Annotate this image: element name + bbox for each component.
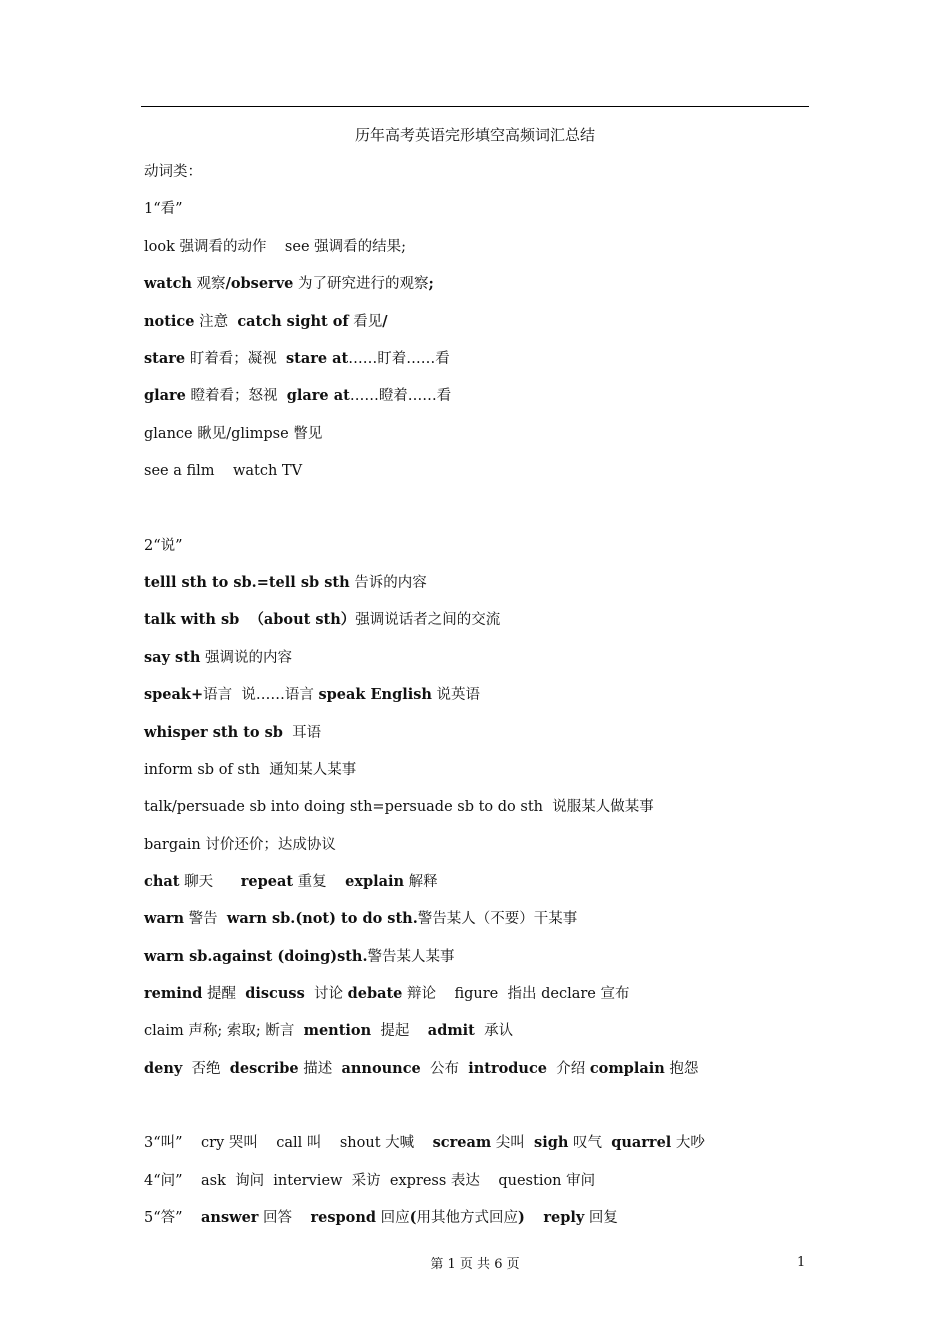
text-line	[144, 1021, 513, 1041]
bold-term: repeat	[240, 873, 294, 890]
text-line	[144, 1208, 618, 1228]
text-segment: see a film watch TV	[144, 463, 303, 479]
text-segment: 描述	[298, 1061, 342, 1077]
text-line	[144, 1133, 705, 1153]
bold-term: remind	[144, 985, 203, 1002]
text-segment: 叹气	[568, 1135, 612, 1151]
text-segment: 语言 说……语言	[203, 687, 319, 703]
text-segment: 提醒	[202, 986, 246, 1002]
text-line	[144, 984, 629, 1004]
bold-term: notice	[144, 313, 195, 330]
text-segment: 警告某人某事	[367, 949, 455, 965]
text-segment: claim 声称; 索取; 断言	[144, 1023, 304, 1039]
text-line	[144, 760, 356, 780]
text-segment: 承认	[474, 1023, 514, 1039]
bold-term: respond	[310, 1209, 377, 1226]
bold-term: say sth	[144, 649, 201, 666]
text-line	[144, 424, 322, 444]
header-rule	[141, 106, 809, 107]
text-segment: 为了研究进行的观察	[293, 276, 429, 292]
bold-term: scream	[432, 1134, 492, 1151]
text-segment: 强调说话者之间的交流	[355, 612, 501, 628]
bold-term: debate	[347, 985, 403, 1002]
text-segment: 动词类：	[144, 164, 202, 180]
bold-term: explain	[345, 873, 405, 890]
text-line	[144, 1171, 595, 1191]
text-line	[144, 723, 321, 743]
text-segment: 抱怨	[664, 1061, 699, 1077]
text-line	[144, 274, 434, 294]
text-segment: 注意	[194, 314, 238, 330]
text-line	[144, 648, 292, 668]
bold-term: deny	[144, 1060, 183, 1077]
text-segment: bargain 讨价还价；达成协议	[144, 837, 336, 853]
text-line	[144, 685, 480, 705]
bold-term: introduce	[468, 1060, 548, 1077]
page-footer: 第 1 页 共 6 页	[430, 1257, 520, 1272]
text-line	[144, 835, 336, 855]
text-segment: 解释	[404, 874, 438, 890]
bold-term: speak+	[144, 686, 204, 703]
text-segment: inform sb of sth 通知某人某事	[144, 762, 357, 778]
text-line	[144, 872, 438, 892]
bold-term: talk with sb （about sth）	[144, 611, 356, 628]
text-segment: 盯着看；凝视	[185, 351, 286, 367]
text-segment: 3“叫” cry 哭叫 call 叫 shout 大喊	[144, 1135, 433, 1151]
text-segment: 5“答”	[144, 1210, 201, 1226]
text-line	[144, 947, 455, 967]
text-segment: 回应	[376, 1210, 410, 1226]
bold-term: discuss	[245, 985, 305, 1002]
bold-term: admit	[427, 1022, 475, 1039]
text-segment: 1“看”	[144, 201, 183, 217]
text-segment: 回答	[258, 1210, 311, 1226]
text-line	[144, 312, 388, 332]
bold-term: watch	[144, 275, 192, 292]
text-line	[144, 199, 183, 219]
text-segment: 用其他方式回应	[416, 1210, 519, 1226]
bold-term: sigh	[534, 1134, 569, 1151]
text-segment: 大吵	[671, 1135, 705, 1151]
bold-term: complain	[589, 1060, 665, 1077]
bold-term: answer	[201, 1209, 259, 1226]
bold-term: announce	[341, 1060, 421, 1077]
text-segment: 辩论 figure 指出 declare 宣布	[402, 986, 630, 1002]
text-segment: glance 瞅见/glimpse 瞥见	[144, 426, 323, 442]
text-line	[144, 610, 500, 630]
text-segment: 警告	[184, 911, 227, 927]
bold-term: chat	[144, 873, 180, 890]
bold-term: reply	[543, 1209, 585, 1226]
bold-term: stare	[144, 350, 186, 367]
text-segment: 2“说”	[144, 538, 183, 554]
text-segment: ……盯着……看	[348, 351, 450, 367]
text-line	[144, 797, 654, 817]
text-segment	[525, 1210, 543, 1226]
text-segment: 4“问” ask 询问 interview 采访 express 表达 question 审问	[144, 1173, 596, 1189]
text-line	[144, 237, 406, 257]
text-segment: 提起	[371, 1023, 428, 1039]
text-line	[144, 1059, 698, 1079]
text-segment: ……瞪着……看	[349, 388, 452, 404]
text-segment: 讨论	[304, 986, 348, 1002]
text-segment: 回复	[584, 1210, 618, 1226]
text-segment: 警告某人（不要）干某事	[417, 911, 578, 927]
text-segment: 重复	[293, 874, 346, 890]
text-segment: 否绝	[182, 1061, 230, 1077]
text-segment: 瞪着看；怒视	[185, 388, 287, 404]
document-title: 历年高考英语完形填空高频词汇总结	[354, 126, 595, 144]
text-segment: 说英语	[431, 687, 481, 703]
text-line	[144, 162, 202, 182]
text-line	[144, 573, 427, 593]
bold-term: warn sb.(not) to do sth.	[226, 910, 418, 927]
text-line	[144, 386, 451, 406]
bold-term: catch sight of	[237, 313, 349, 330]
bold-term: ;	[428, 275, 434, 292]
bold-term: speak English	[318, 686, 432, 703]
bold-term: /	[382, 313, 388, 330]
text-segment: 观察	[191, 276, 226, 292]
text-line	[144, 909, 577, 929]
text-segment: 公布	[420, 1061, 469, 1077]
text-line	[144, 461, 302, 481]
text-segment: 耳语	[282, 725, 322, 741]
text-segment: 介绍	[547, 1061, 590, 1077]
bold-term: whisper sth to sb	[144, 724, 283, 741]
bold-term: stare at	[285, 350, 349, 367]
text-segment: talk/persuade sb into doing sth=persuade sb to do sth 说服某人做某事	[144, 799, 654, 815]
bold-term: glare at	[286, 387, 350, 404]
bold-term: warn	[144, 910, 185, 927]
text-segment: 强调说的内容	[200, 650, 293, 666]
bold-term: mention	[303, 1022, 372, 1039]
bold-term: glare	[144, 387, 186, 404]
text-line	[144, 536, 183, 556]
bold-term: /observe	[225, 275, 294, 292]
text-segment: look 强调看的动作 see 强调看的结果;	[144, 239, 407, 255]
bold-term: )	[518, 1209, 525, 1226]
bold-term: quarrel	[611, 1134, 672, 1151]
bold-term: (	[409, 1209, 417, 1226]
page-number: 1	[797, 1255, 806, 1270]
text-line	[144, 349, 450, 369]
bold-term: describe	[229, 1060, 299, 1077]
text-segment: 看见	[348, 314, 383, 330]
bold-term: warn sb.against (doing)sth.	[144, 948, 368, 965]
text-segment: 尖叫	[491, 1135, 535, 1151]
bold-term: telll sth to sb.=tell sb sth	[144, 574, 350, 591]
text-segment: 告诉的内容	[349, 575, 427, 591]
text-segment: 聊天	[179, 874, 241, 890]
